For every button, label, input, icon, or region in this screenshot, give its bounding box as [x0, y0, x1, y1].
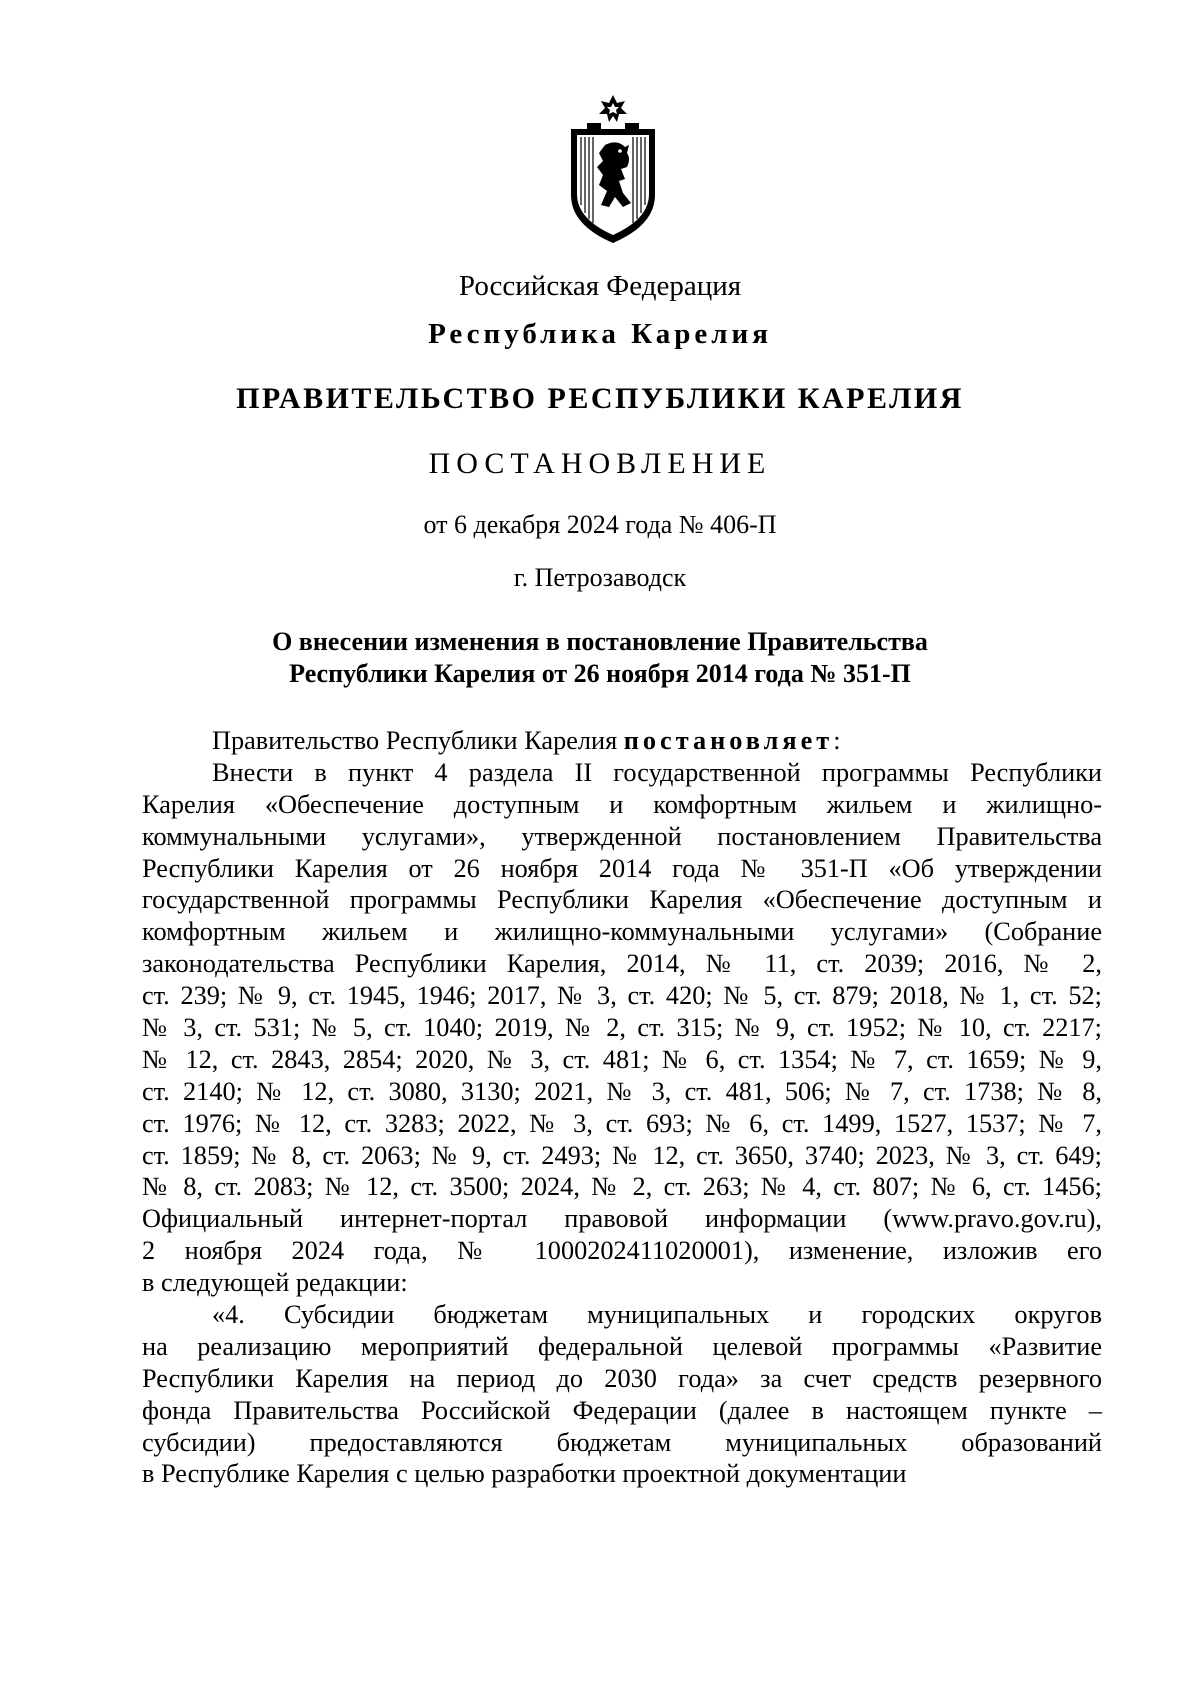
- preamble: [142, 725, 1102, 757]
- body-line: Карелия «Обеспечение доступным и комфортным жильем и жилищно-: [142, 789, 1102, 819]
- body-line: государственной программы Республики Карелия «Обеспечение доступным и: [142, 885, 1102, 915]
- body-line: Внести в пункт 4 раздела II государственной программы Республики: [212, 757, 1102, 787]
- karelia-coat-of-arms-icon: [565, 95, 661, 245]
- body-line: № 3, ст. 531; № 5, ст. 1040; 2019, № 2, ст. 315; № 9, ст. 1952; № 10, ст. 2217;: [142, 1013, 1102, 1043]
- body-line: Республики Карелия на период до 2030 года» за счет средств резервного: [142, 1363, 1102, 1393]
- republic-heading: Республика Карелия: [428, 318, 772, 350]
- decree-heading: ПОСТАНОВЛЕНИЕ: [428, 447, 772, 480]
- document-title-line-2: Республики Карелия от 26 ноября 2014 года № 351-П: [289, 659, 911, 688]
- decree-date: от 6 декабря 2024 года № 406-П: [423, 510, 777, 539]
- preamble-prefix: Правительство Республики Карелия: [212, 726, 624, 755]
- body-line: ст. 1859; № 8, ст. 2063; № 9, ст. 2493; № 12, ст. 3650, 3740; 2023, № 3, ст. 649;: [142, 1140, 1102, 1170]
- decree-city: г. Петрозаводск: [513, 563, 687, 592]
- body-line: ст. 2140; № 12, ст. 3080, 3130; 2021, № 3, ст. 481, 506; № 7, ст. 1738; № 8,: [142, 1076, 1102, 1106]
- body-line: Официальный интернет-портал правовой информации (www.pravo.gov.ru),: [142, 1204, 1102, 1234]
- body-line: субсидии) предоставляются бюджетам муниципальных образований: [142, 1427, 1102, 1457]
- preamble-keyword: постановляет: [623, 726, 834, 755]
- document-title: [0, 626, 1200, 690]
- body-line: коммунальными услугами», утвержденной постановлением Правительства: [142, 821, 1102, 851]
- body-line: фонда Правительства Российской Федерации (далее в настоящем пункте –: [142, 1395, 1102, 1425]
- body-line: комфортным жильем и жилищно-коммунальными услугами» (Собрание: [142, 917, 1102, 947]
- body-line: на реализацию мероприятий федеральной целевой программы «Развитие: [142, 1331, 1102, 1361]
- body-line: № 12, ст. 2843, 2854; 2020, № 3, ст. 481; № 6, ст. 1354; № 7, ст. 1659; № 9,: [142, 1044, 1102, 1074]
- federation-heading: Российская Федерация: [458, 270, 742, 302]
- body-text: [142, 757, 1102, 1490]
- body-line: в следующей редакции:: [142, 1268, 408, 1298]
- body-line: ст. 1976; № 12, ст. 3283; 2022, № 3, ст. 693; № 6, ст. 1499, 1527, 1537; № 7,: [142, 1108, 1102, 1138]
- body-line: в Республике Карелия с целью разработки проектной документации: [142, 1459, 907, 1489]
- body-line: ст. 239; № 9, ст. 1945, 1946; 2017, № 3, ст. 420; № 5, ст. 879; 2018, № 1, ст. 52;: [142, 981, 1102, 1011]
- body-line: № 8, ст. 2083; № 12, ст. 3500; 2024, № 2, ст. 263; № 4, ст. 807; № 6, ст. 1456;: [142, 1172, 1102, 1202]
- body-line: законодательства Республики Карелия, 2014, № 11, ст. 2039; 2016, № 2,: [142, 949, 1102, 979]
- document-title-line-1: О внесении изменения в постановление Правительства: [272, 627, 928, 656]
- body-line: Республики Карелия от 26 ноября 2014 года № 351-П «Об утверждении: [142, 853, 1102, 883]
- body-line: «4. Субсидии бюджетам муниципальных и городских округов: [212, 1300, 1102, 1330]
- body-line: 2 ноября 2024 года, № 1000202411020001), изменение, изложив его: [142, 1236, 1102, 1266]
- document-body: [142, 725, 1102, 1490]
- government-heading: ПРАВИТЕЛЬСТВО РЕСПУБЛИКИ КАРЕЛИЯ: [236, 382, 964, 415]
- preamble-suffix: :: [833, 726, 841, 755]
